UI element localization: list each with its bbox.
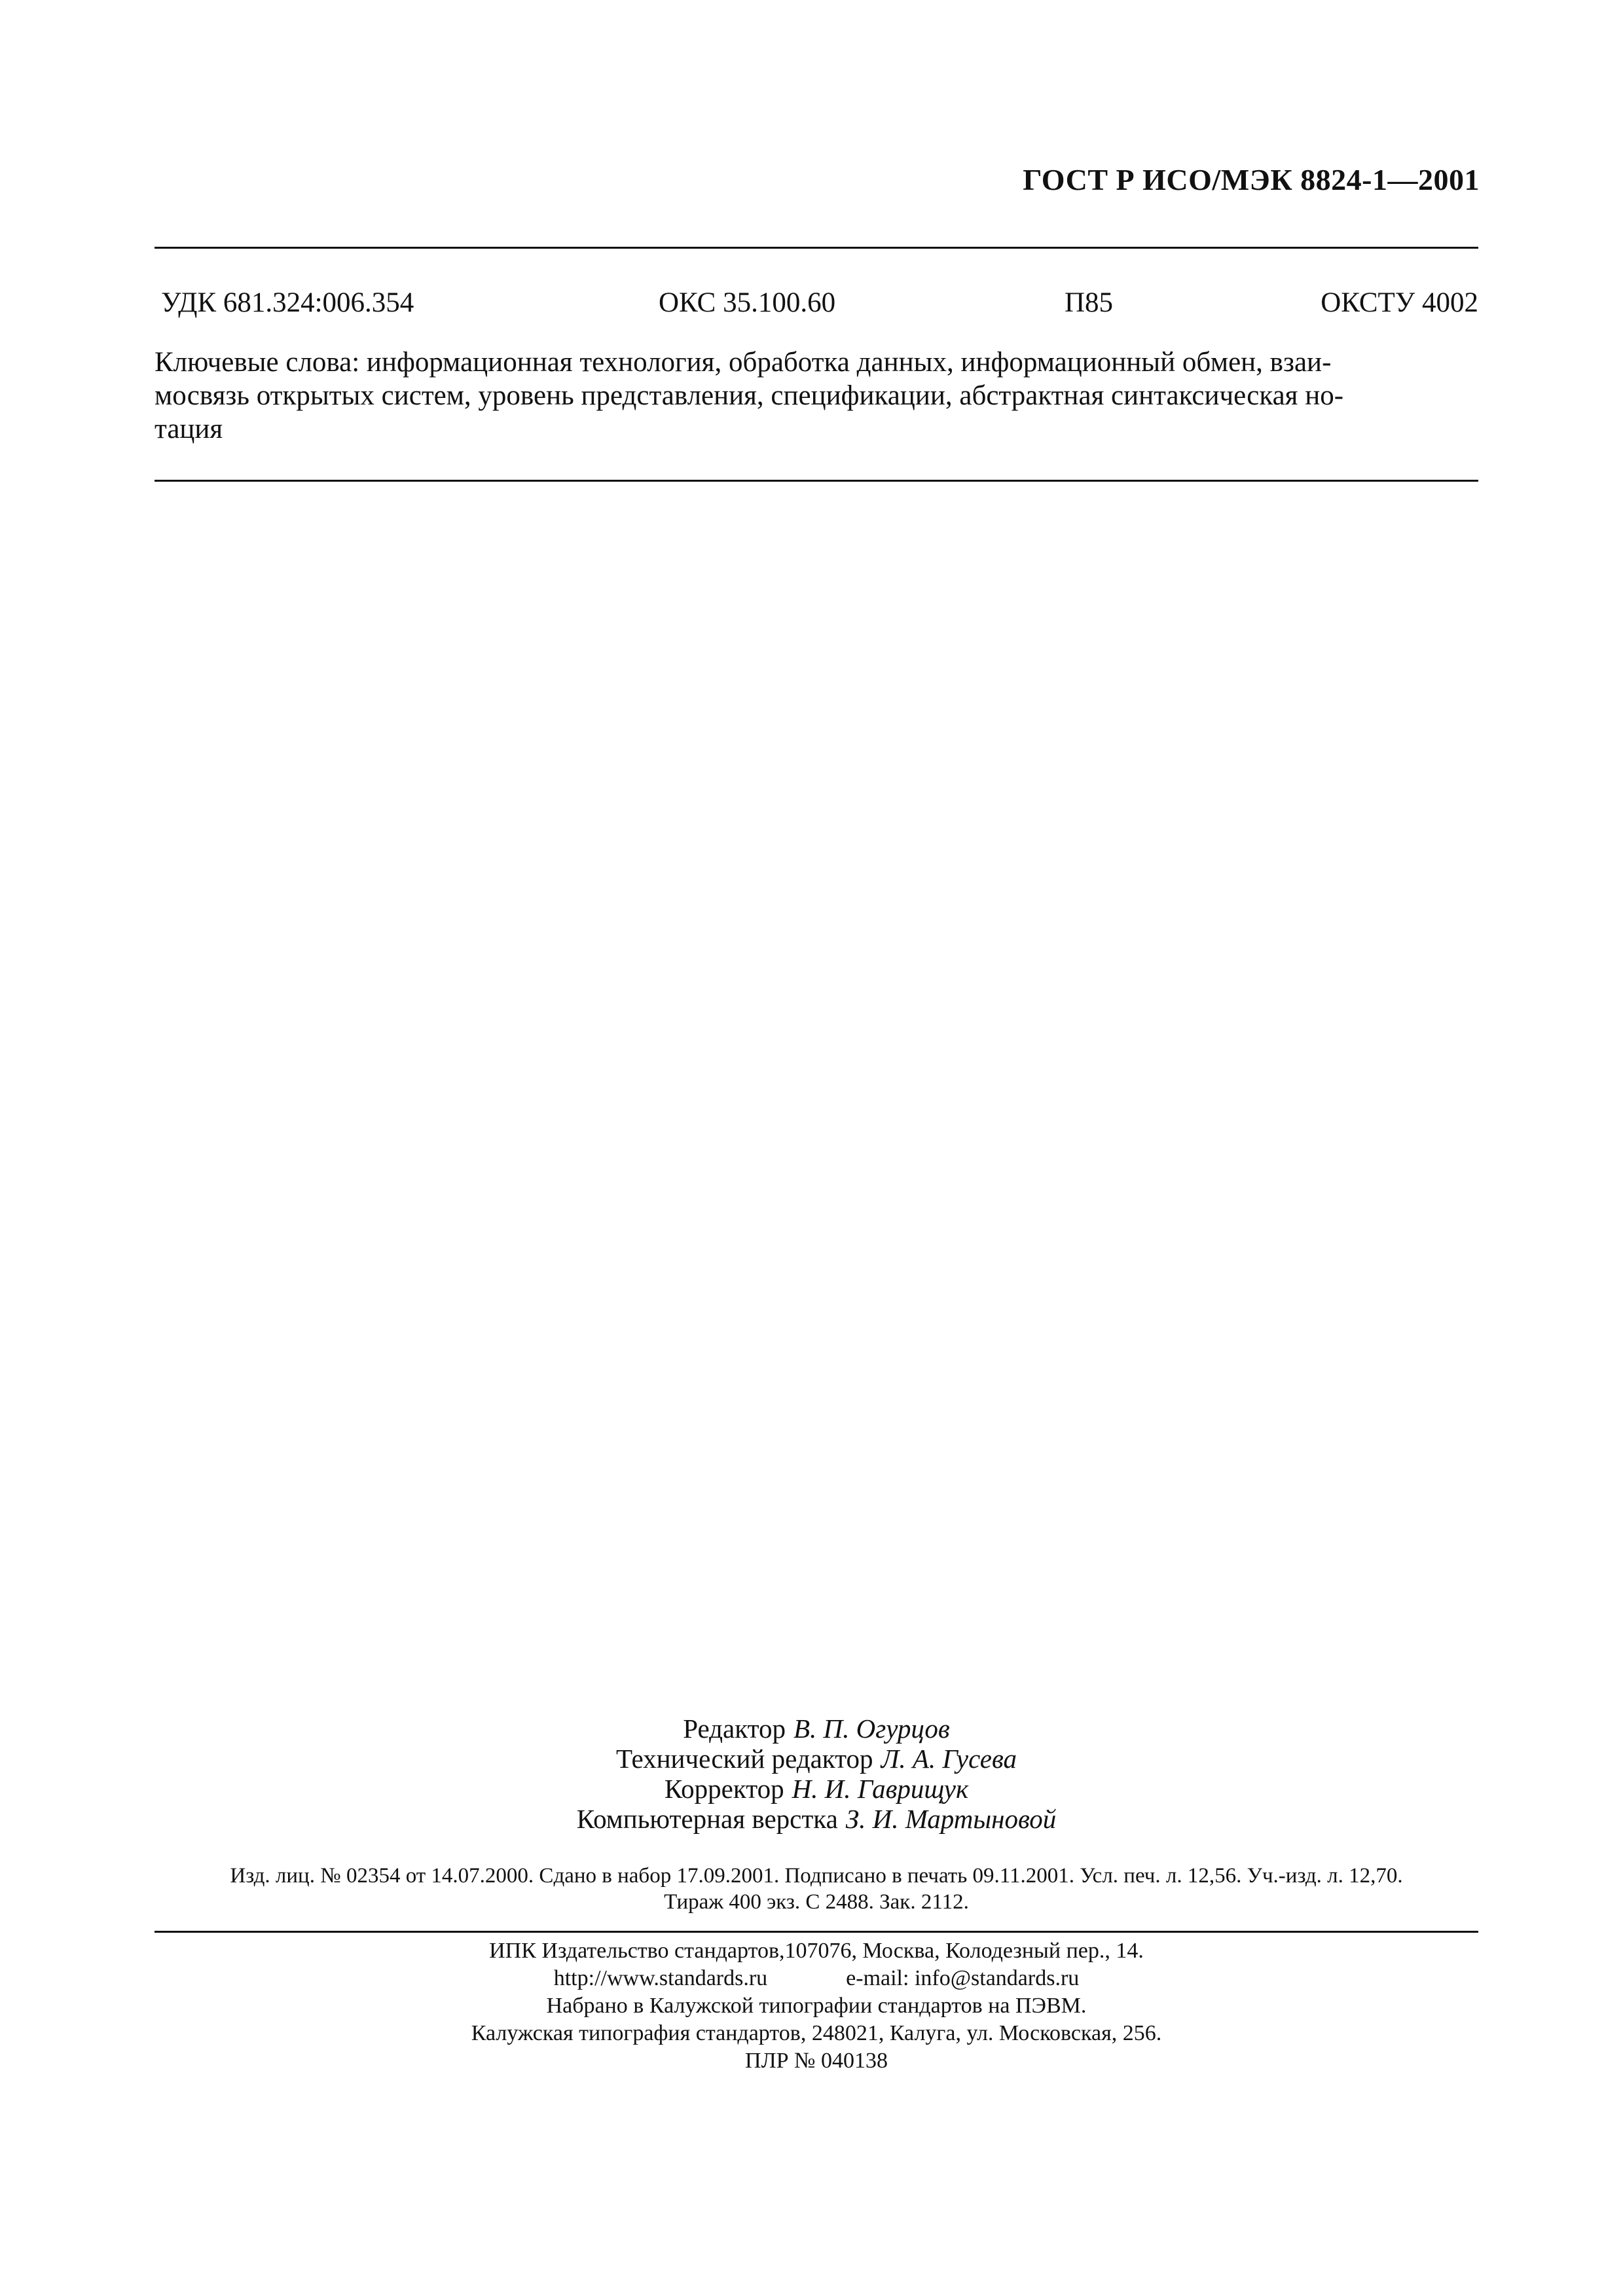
publisher-block bbox=[155, 1937, 1478, 2075]
credit-role: Редактор bbox=[683, 1713, 786, 1744]
printing-house-address: Калужская типография стандартов, 248021, Калуга, ул. Московская, 256. bbox=[471, 2021, 1162, 2045]
credit-row-editor bbox=[155, 1713, 1478, 1744]
keywords-paragraph: Ключевые слова: информационная технология, обработка данных, информационный обмен, взаи- мосвязь открытых систем, уровень представления, спецификации, абстрактная синтаксическая но- тация bbox=[155, 347, 1344, 444]
credit-role: Корректор bbox=[664, 1774, 784, 1804]
okstu-code: ОКСТУ 4002 bbox=[1321, 287, 1478, 318]
classification-codes bbox=[155, 287, 1478, 326]
credit-role: Компьютерная верстка bbox=[576, 1804, 838, 1834]
credit-name: В. П. Огурцов bbox=[793, 1713, 950, 1744]
imprint-divider bbox=[155, 1931, 1478, 1933]
credit-row-layout bbox=[155, 1804, 1478, 1834]
credit-role: Технический редактор bbox=[615, 1744, 873, 1774]
publisher-email[interactable]: e-mail: info@standards.ru bbox=[846, 1966, 1080, 1990]
typeset-note: Набрано в Калужской типографии стандартов на ПЭВМ. bbox=[546, 1994, 1087, 2018]
publisher-address: ИПК Издательство стандартов,107076, Москва, Колодезный пер., 14. bbox=[489, 1939, 1144, 1963]
udc-code: УДК 681.324:006.354 bbox=[161, 287, 414, 318]
keywords-divider bbox=[155, 480, 1478, 482]
group-code: П85 bbox=[1065, 287, 1114, 318]
top-divider bbox=[155, 247, 1478, 249]
oks-code: ОКС 35.100.60 bbox=[659, 287, 836, 318]
credit-name: Н. И. Гаврищук bbox=[792, 1774, 969, 1804]
publisher-url[interactable]: http://www.standards.ru bbox=[553, 1966, 768, 1990]
credit-name: Л. А. Гусева bbox=[881, 1744, 1017, 1774]
imprint-line-2: Тираж 400 экз. С 2488. Зак. 2112. bbox=[664, 1890, 969, 1914]
credit-row-tech-editor bbox=[155, 1744, 1478, 1774]
credits-block bbox=[155, 1713, 1478, 1834]
credit-name: З. И. Мартыновой bbox=[845, 1804, 1057, 1834]
credit-row-proofreader bbox=[155, 1774, 1478, 1804]
publisher-contacts bbox=[155, 1965, 1478, 1992]
imprint-block bbox=[155, 1863, 1478, 1915]
license-number: ПЛР № 040138 bbox=[745, 2049, 888, 2073]
standard-designation: ГОСТ Р ИСО/МЭК 8824-1—2001 bbox=[1023, 163, 1480, 196]
imprint-line-1: Изд. лиц. № 02354 от 14.07.2000. Сдано в набор 17.09.2001. Подписано в печать 09.11.2001. Усл. печ. л. 12,56. Уч.-изд. л. 12,70. bbox=[230, 1864, 1403, 1888]
